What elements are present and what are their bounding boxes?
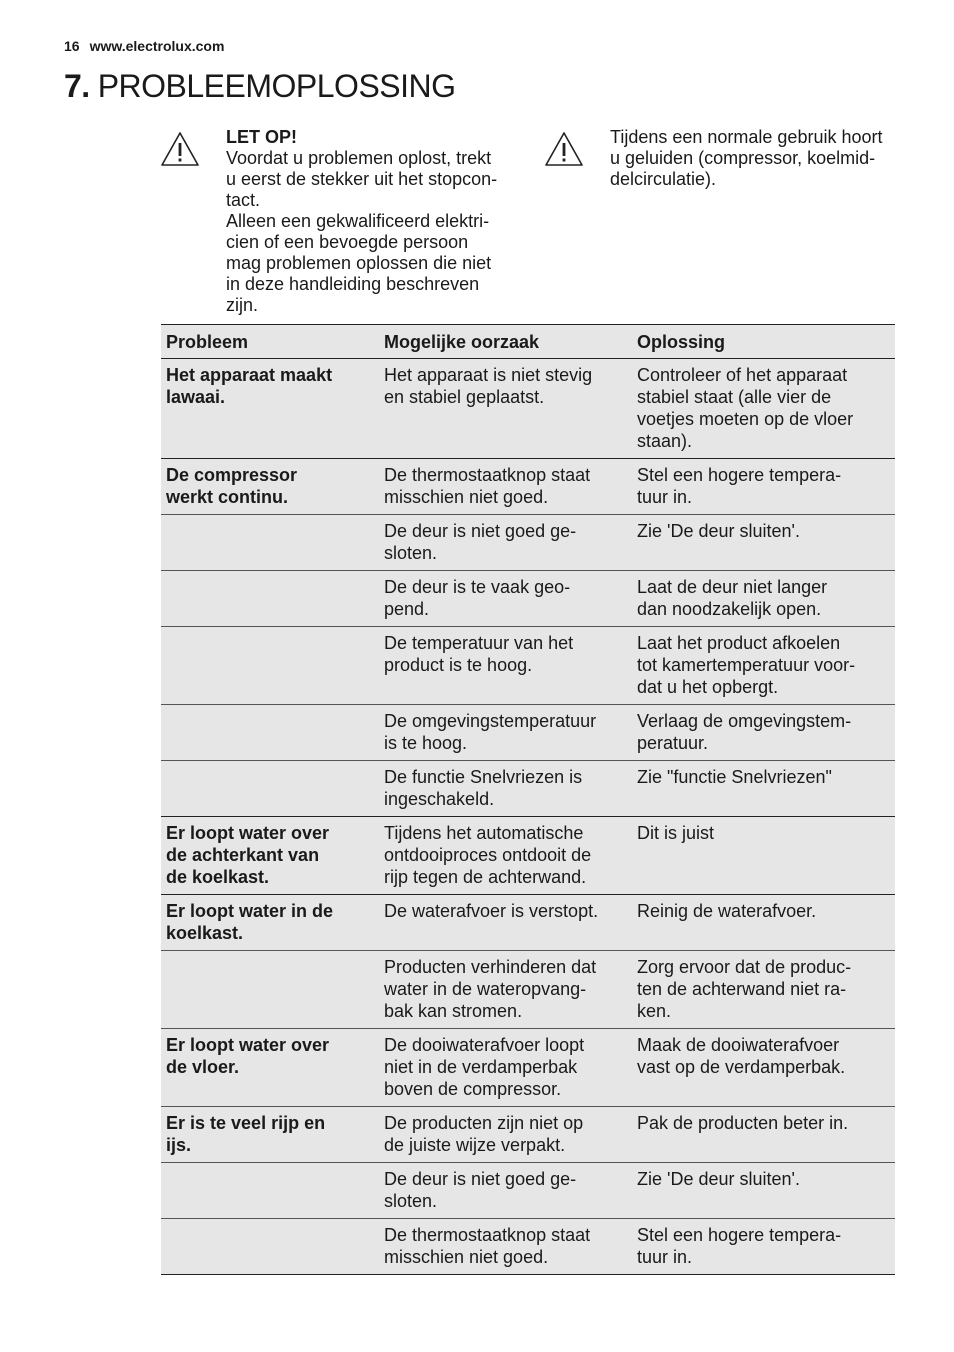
cause-cell — [379, 1029, 632, 1106]
text-line: De temperatuur van het — [384, 633, 574, 653]
text-line: De deur is te vaak geo- — [384, 577, 571, 597]
text-line: Reinig de waterafvoer. — [637, 901, 817, 921]
text-line: Er loopt water in de — [166, 901, 334, 921]
text-line: De omgevingstemperatuur — [384, 711, 597, 731]
cause-cell — [379, 817, 632, 894]
problem-cell — [161, 359, 379, 458]
text-line: Verlaag de omgevingstem- — [637, 711, 852, 731]
solution-cell — [632, 571, 895, 626]
solution-cell — [632, 627, 895, 704]
problem-cell — [161, 817, 379, 894]
text-line: en stabiel geplaatst. — [384, 387, 545, 407]
table-row — [161, 705, 895, 761]
text-line: Tijdens het automatische — [384, 823, 584, 843]
warning-text — [226, 127, 497, 316]
text-line: Er loopt water over — [166, 823, 330, 843]
solution-cell — [632, 761, 895, 816]
text-line: peratuur. — [637, 733, 709, 753]
text-line: tot kamertemperatuur voor- — [637, 655, 856, 675]
text-line: Tijdens een normale gebruik hoort — [610, 127, 883, 147]
problem-cell — [161, 571, 379, 626]
text-line: ijs. — [166, 1135, 192, 1155]
text-line: sloten. — [384, 1191, 438, 1211]
text-line: ontdooiproces ontdooit de — [384, 845, 592, 865]
text-line: bak kan stromen. — [384, 1001, 523, 1021]
text-line: voetjes moeten op de vloer — [637, 409, 854, 429]
text-line: De functie Snelvriezen is — [384, 767, 583, 787]
problem-cell — [161, 951, 379, 1028]
table-row — [161, 1107, 895, 1163]
table-row — [161, 627, 895, 705]
text-line: de achterkant van — [166, 845, 320, 865]
warning-triangle-icon — [160, 131, 200, 167]
troubleshooting-table — [161, 324, 895, 1275]
table-row — [161, 459, 895, 515]
text-line: Pak de producten beter in. — [637, 1113, 849, 1133]
text-line: mag problemen oplossen die niet — [226, 253, 492, 273]
section-title — [64, 68, 456, 105]
text-line: Zie 'De deur sluiten'. — [637, 521, 800, 541]
text-line: koelkast. — [166, 923, 244, 943]
text-line: product is te hoog. — [384, 655, 533, 675]
text-line: Producten verhinderen dat — [384, 957, 597, 977]
problem-cell — [161, 761, 379, 816]
text-line: Stel een hogere tempera- — [637, 465, 842, 485]
text-line: Controleer of het apparaat — [637, 365, 848, 385]
solution-cell — [632, 1107, 895, 1162]
text-line: De waterafvoer is verstopt. — [384, 901, 599, 921]
solution-cell — [632, 1029, 895, 1106]
cause-cell — [379, 895, 632, 950]
text-line: De compressor — [166, 465, 298, 485]
text-line: boven de compressor. — [384, 1079, 562, 1099]
text-line: Alleen een gekwalificeerd elektri- — [226, 211, 490, 231]
text-line: sloten. — [384, 543, 438, 563]
text-line: Dit is juist — [637, 823, 715, 843]
cause-cell — [379, 515, 632, 570]
cause-cell — [379, 1163, 632, 1218]
solution-cell — [632, 1219, 895, 1274]
text-line: misschien niet goed. — [384, 1247, 549, 1267]
text-line: is te hoog. — [384, 733, 468, 753]
problem-cell — [161, 705, 379, 760]
solution-cell — [632, 1163, 895, 1218]
cause-cell — [379, 1219, 632, 1274]
solution-cell — [632, 817, 895, 894]
table-row — [161, 1163, 895, 1219]
text-line: de koelkast. — [166, 867, 270, 887]
table-row — [161, 515, 895, 571]
table-row — [161, 359, 895, 459]
cause-cell — [379, 359, 632, 458]
text-line: in deze handleiding beschreven — [226, 274, 480, 294]
text-line: Laat het product afkoelen — [637, 633, 841, 653]
problem-cell — [161, 459, 379, 514]
text-line: De deur is niet goed ge- — [384, 1169, 577, 1189]
cause-cell — [379, 951, 632, 1028]
text-line: tact. — [226, 190, 261, 210]
text-line: ken. — [637, 1001, 672, 1021]
text-line: Zie 'De deur sluiten'. — [637, 1169, 800, 1189]
table-row — [161, 895, 895, 951]
text-line: Zie "functie Snelvriezen" — [637, 767, 832, 787]
text-line: Voordat u problemen oplost, trekt — [226, 148, 492, 168]
text-line: staan). — [637, 431, 693, 451]
text-line: De dooiwaterafvoer loopt — [384, 1035, 585, 1055]
text-line: De producten zijn niet op — [384, 1113, 584, 1133]
table-row — [161, 1219, 895, 1274]
text-line: De thermostaatknop staat — [384, 465, 591, 485]
info-text — [610, 127, 883, 190]
text-line: ten de achterwand niet ra- — [637, 979, 847, 999]
text-line: tuur in. — [637, 487, 693, 507]
header-cause: Mogelijke oorzaak — [384, 332, 540, 352]
text-line: rijp tegen de achterwand. — [384, 867, 587, 887]
text-line: u geluiden (compressor, koelmid- — [610, 148, 876, 168]
text-line: De deur is niet goed ge- — [384, 521, 577, 541]
text-line: u eerst de stekker uit het stopcon- — [226, 169, 498, 189]
cause-cell — [379, 705, 632, 760]
text-line: zijn. — [226, 295, 259, 315]
problem-cell — [161, 1107, 379, 1162]
page-header — [64, 38, 224, 54]
solution-cell — [632, 895, 895, 950]
text-line: werkt continu. — [166, 487, 289, 507]
header-solution: Oplossing — [637, 332, 726, 352]
text-line: Er is te veel rijp en — [166, 1113, 326, 1133]
cause-cell — [379, 459, 632, 514]
text-line: water in de wateropvang- — [384, 979, 587, 999]
solution-cell — [632, 459, 895, 514]
table-row — [161, 761, 895, 817]
text-line: stabiel staat (alle vier de — [637, 387, 832, 407]
text-line: dan noodzakelijk open. — [637, 599, 822, 619]
text-line: tuur in. — [637, 1247, 693, 1267]
solution-cell — [632, 705, 895, 760]
table-row — [161, 1029, 895, 1107]
text-line: lawaai. — [166, 387, 226, 407]
cause-cell — [379, 627, 632, 704]
text-line: vast op de verdamperbak. — [637, 1057, 846, 1077]
website-link[interactable]: www.electrolux.com — [89, 38, 225, 54]
problem-cell — [161, 1029, 379, 1106]
warning-heading: LET OP! — [226, 127, 297, 147]
problem-cell — [161, 627, 379, 704]
table-row — [161, 571, 895, 627]
cause-cell — [379, 571, 632, 626]
solution-cell — [632, 515, 895, 570]
text-line: de vloer. — [166, 1057, 240, 1077]
solution-cell — [632, 951, 895, 1028]
table-row — [161, 951, 895, 1029]
table-header-row — [161, 325, 895, 359]
warning-triangle-icon — [544, 131, 584, 167]
text-line: de juiste wijze verpakt. — [384, 1135, 566, 1155]
cause-cell — [379, 761, 632, 816]
text-line: Zorg ervoor dat de produc- — [637, 957, 852, 977]
text-line: pend. — [384, 599, 430, 619]
section-title-text: PROBLEEMOPLOSSING — [97, 68, 456, 104]
text-line: Stel een hogere tempera- — [637, 1225, 842, 1245]
problem-cell — [161, 1219, 379, 1274]
table-body — [161, 359, 895, 1274]
warning-lines — [226, 148, 497, 316]
text-line: delcirculatie). — [610, 169, 717, 189]
text-line: Het apparaat maakt — [166, 365, 333, 385]
text-line: ingeschakeld. — [384, 789, 495, 809]
solution-cell — [632, 359, 895, 458]
text-line: dat u het opbergt. — [637, 677, 779, 697]
text-line: Laat de deur niet langer — [637, 577, 828, 597]
page-number: 16 — [64, 38, 80, 54]
section-number: 7. — [64, 68, 90, 104]
text-line: Maak de dooiwaterafvoer — [637, 1035, 840, 1055]
text-line: niet in de verdamperbak — [384, 1057, 578, 1077]
problem-cell — [161, 895, 379, 950]
text-line: De thermostaatknop staat — [384, 1225, 591, 1245]
problem-cell — [161, 515, 379, 570]
text-line: Er loopt water over — [166, 1035, 330, 1055]
problem-cell — [161, 1163, 379, 1218]
text-line: misschien niet goed. — [384, 487, 549, 507]
table-row — [161, 817, 895, 895]
header-problem: Probleem — [166, 332, 249, 352]
text-line: cien of een bevoegde persoon — [226, 232, 469, 252]
cause-cell — [379, 1107, 632, 1162]
text-line: Het apparaat is niet stevig — [384, 365, 593, 385]
